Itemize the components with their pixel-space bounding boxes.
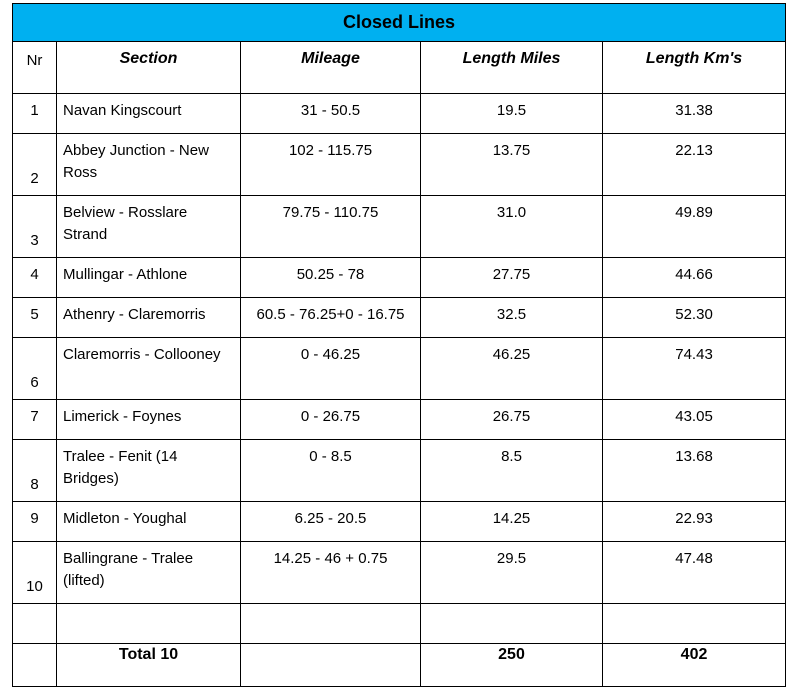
- row-nr: 4: [13, 258, 57, 298]
- empty-cell: [241, 604, 421, 644]
- total-row: [13, 644, 786, 687]
- empty-cell: [57, 604, 241, 644]
- row-section: Claremorris - Collooney: [57, 338, 241, 400]
- table-row: [13, 338, 786, 400]
- header-length-miles: Length Miles: [421, 42, 603, 94]
- row-mileage: 6.25 - 20.5: [241, 502, 421, 542]
- total-mileage-cell: [241, 644, 421, 687]
- header-length-km: Length Km's: [603, 42, 786, 94]
- empty-row: [13, 604, 786, 644]
- row-mileage: 31 - 50.5: [241, 94, 421, 134]
- row-section: Athenry - Claremorris: [57, 298, 241, 338]
- total-length-miles: 250: [421, 644, 603, 687]
- table-row: [13, 400, 786, 440]
- row-mileage: 50.25 - 78: [241, 258, 421, 298]
- total-length-km: 402: [603, 644, 786, 687]
- closed-lines-table: [12, 3, 786, 687]
- row-mileage: 0 - 8.5: [241, 440, 421, 502]
- row-length-km: 44.66: [603, 258, 786, 298]
- empty-cell: [13, 604, 57, 644]
- row-mileage: 79.75 - 110.75: [241, 196, 421, 258]
- row-length-miles: 29.5: [421, 542, 603, 604]
- row-length-km: 47.48: [603, 542, 786, 604]
- row-length-miles: 19.5: [421, 94, 603, 134]
- row-section: Limerick - Foynes: [57, 400, 241, 440]
- table-row: [13, 440, 786, 502]
- row-nr: 10: [13, 542, 57, 604]
- row-nr: 8: [13, 440, 57, 502]
- table-title: Closed Lines: [13, 4, 786, 42]
- row-section: Tralee - Fenit (14 Bridges): [57, 440, 241, 502]
- row-length-km: 52.30: [603, 298, 786, 338]
- table-row: [13, 196, 786, 258]
- row-section: Belview - Rosslare Strand: [57, 196, 241, 258]
- header-mileage: Mileage: [241, 42, 421, 94]
- row-section: Abbey Junction - New Ross: [57, 134, 241, 196]
- row-length-km: 31.38: [603, 94, 786, 134]
- row-length-km: 49.89: [603, 196, 786, 258]
- row-nr: 9: [13, 502, 57, 542]
- table-title-row: [13, 4, 786, 42]
- empty-cell: [421, 604, 603, 644]
- row-nr: 2: [13, 134, 57, 196]
- row-length-km: 22.13: [603, 134, 786, 196]
- row-length-miles: 13.75: [421, 134, 603, 196]
- empty-cell: [603, 604, 786, 644]
- row-nr: 3: [13, 196, 57, 258]
- row-section: Ballingrane - Tralee (lifted): [57, 542, 241, 604]
- header-section: Section: [57, 42, 241, 94]
- row-length-miles: 26.75: [421, 400, 603, 440]
- header-nr: Nr: [13, 42, 57, 94]
- row-mileage: 0 - 26.75: [241, 400, 421, 440]
- row-length-km: 13.68: [603, 440, 786, 502]
- header-row: [13, 42, 786, 94]
- row-section: Navan Kingscourt: [57, 94, 241, 134]
- table-row: [13, 134, 786, 196]
- row-length-miles: 14.25: [421, 502, 603, 542]
- table-row: [13, 542, 786, 604]
- total-label: Total 10: [57, 644, 241, 687]
- total-nr-cell: [13, 644, 57, 687]
- row-mileage: 60.5 - 76.25+0 - 16.75: [241, 298, 421, 338]
- row-nr: 1: [13, 94, 57, 134]
- table-row: [13, 258, 786, 298]
- row-mileage: 102 - 115.75: [241, 134, 421, 196]
- row-length-miles: 31.0: [421, 196, 603, 258]
- row-length-miles: 27.75: [421, 258, 603, 298]
- row-length-miles: 32.5: [421, 298, 603, 338]
- row-section: Mullingar - Athlone: [57, 258, 241, 298]
- table-row: [13, 502, 786, 542]
- row-length-miles: 46.25: [421, 338, 603, 400]
- row-mileage: 14.25 - 46 + 0.75: [241, 542, 421, 604]
- row-length-km: 22.93: [603, 502, 786, 542]
- row-nr: 7: [13, 400, 57, 440]
- table-row: [13, 94, 786, 134]
- table-row: [13, 298, 786, 338]
- row-section: Midleton - Youghal: [57, 502, 241, 542]
- row-mileage: 0 - 46.25: [241, 338, 421, 400]
- closed-lines-table-wrapper: [12, 3, 786, 687]
- row-length-km: 74.43: [603, 338, 786, 400]
- row-length-miles: 8.5: [421, 440, 603, 502]
- row-length-km: 43.05: [603, 400, 786, 440]
- row-nr: 5: [13, 298, 57, 338]
- row-nr: 6: [13, 338, 57, 400]
